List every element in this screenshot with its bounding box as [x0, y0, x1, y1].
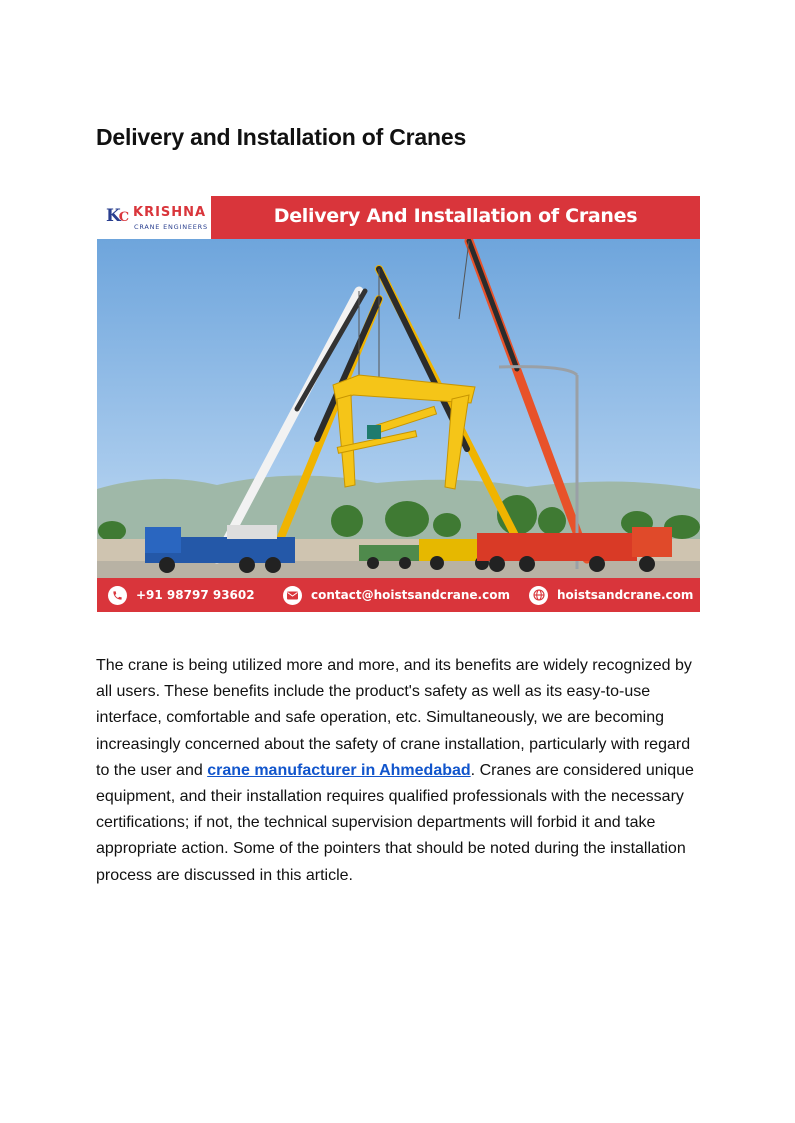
paragraph-text-1: The crane is being utilized more and more, and its benefits are widely recognized by all users. These benefits include the product's safety as well as its easy-to-use interface, comfortable and safe operation, etc. Simultaneously, we are becoming increasingly concerned about the safety of crane installation, particularly with regard to the user and — [96, 657, 692, 779]
page-title: Delivery and Installation of Cranes — [96, 124, 467, 150]
logo-name: KRISHNA — [133, 205, 207, 220]
mail-icon — [283, 586, 302, 605]
globe-icon — [529, 586, 548, 605]
banner-top-bar — [97, 196, 700, 239]
man-basket — [367, 425, 381, 439]
website-url: hoistsandcrane.com — [557, 588, 694, 602]
contact-phone — [108, 578, 255, 612]
logo-mark: KC — [106, 206, 130, 226]
phone-icon — [108, 586, 127, 605]
article-paragraph — [96, 653, 706, 889]
crane-scene-photo — [97, 239, 700, 578]
crane-manufacturer-link[interactable]: crane manufacturer in Ahmedabad — [207, 761, 471, 779]
banner-heading: Delivery And Installation of Cranes — [273, 205, 638, 227]
road — [97, 561, 700, 578]
contact-email — [283, 578, 510, 612]
contact-website — [529, 578, 693, 612]
company-logo — [97, 196, 211, 239]
banner-image — [97, 196, 700, 612]
banner-contact-bar — [97, 578, 700, 612]
logo-subtitle: CRANE ENGINEERS — [134, 223, 208, 231]
email-address: contact@hoistsandcrane.com — [311, 588, 510, 602]
paragraph-text-2: . Cranes are considered unique equipment, and their installation requires qualified professionals with the necessary certifications; if not, the technical supervision departments will forbid it and take appropriate action. Some of the pointers that should be noted during the installation process are discussed in this article. — [96, 761, 694, 884]
phone-number: +91 98797 93602 — [136, 588, 255, 602]
